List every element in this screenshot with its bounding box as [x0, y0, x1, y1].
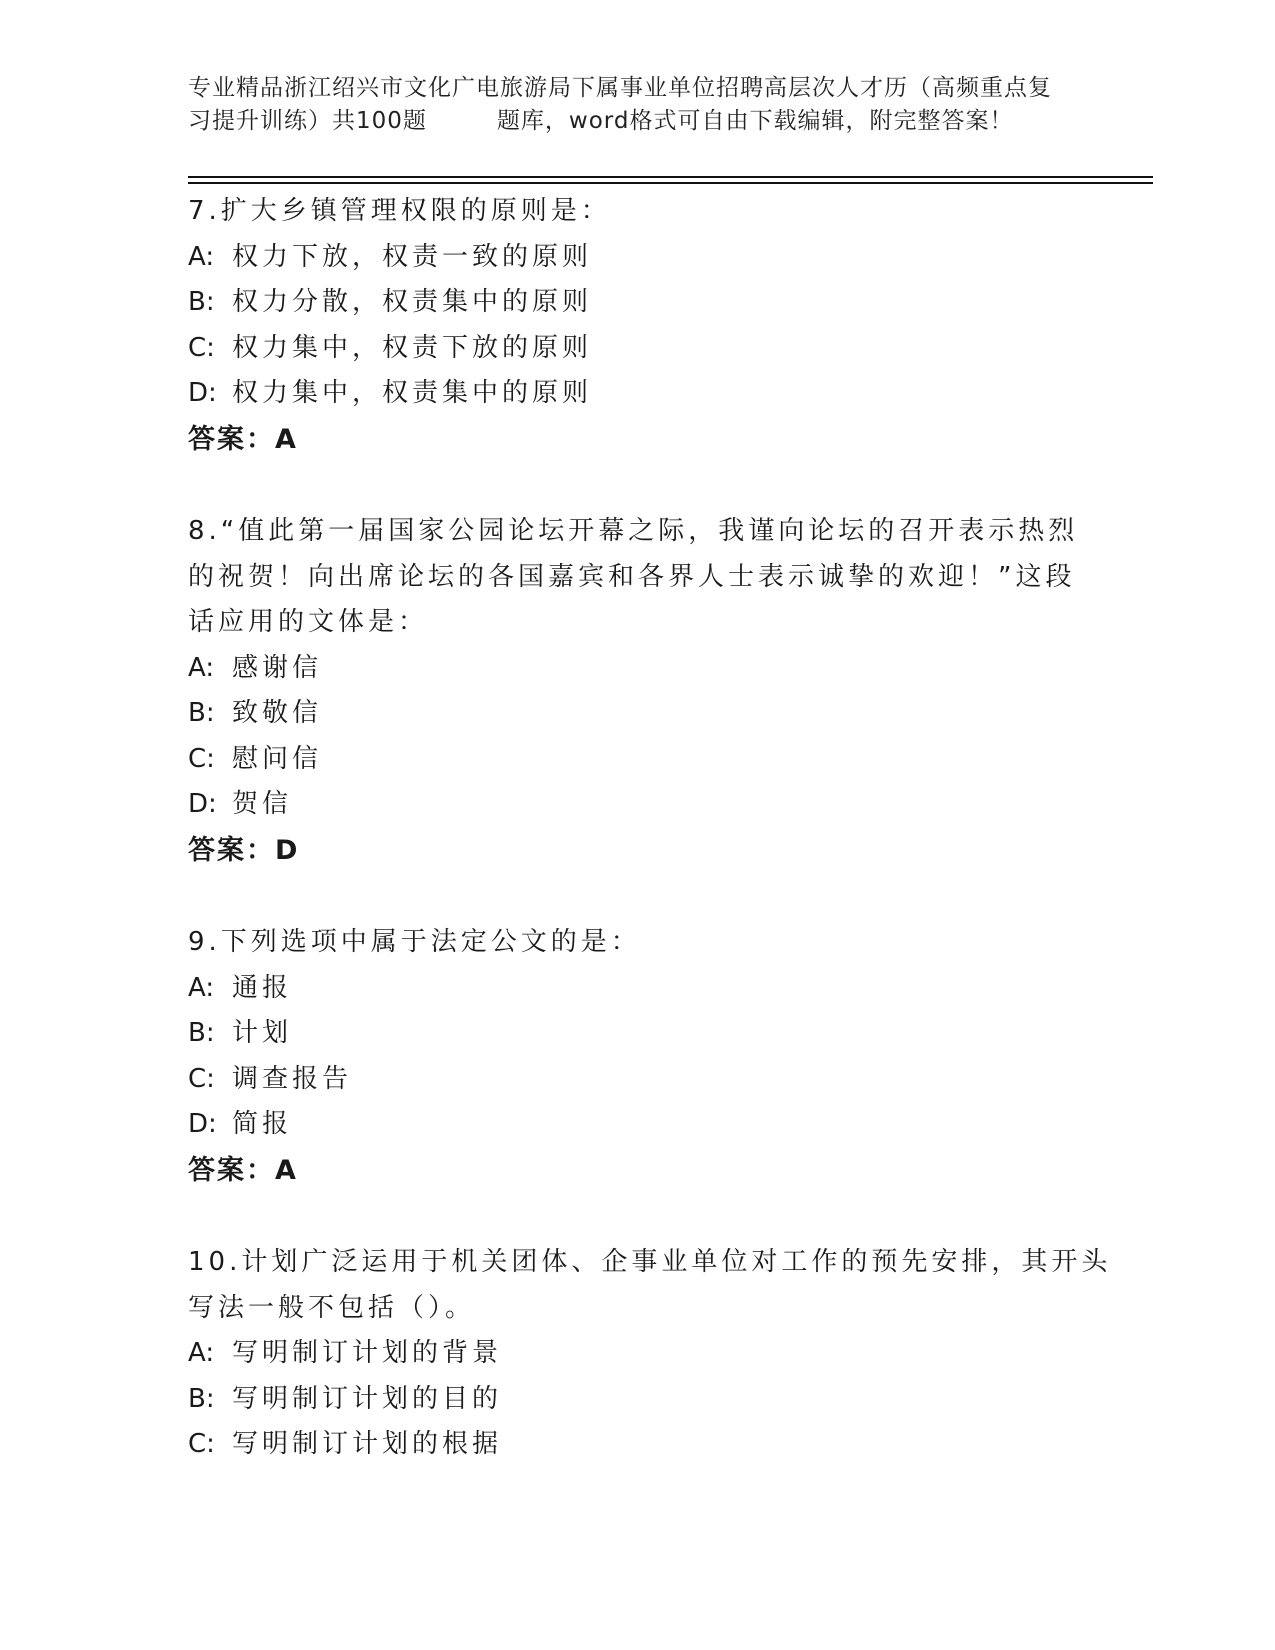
- option-a: [188, 1331, 1088, 1377]
- question-10: [188, 1240, 1112, 1468]
- option-c: [188, 1057, 1088, 1103]
- option-letter: C:: [188, 332, 215, 363]
- option-a: [188, 966, 1088, 1012]
- option-letter: A:: [188, 972, 215, 1003]
- header-line-2-part-b: 题库，word格式可自由下载编辑，附完整答案！: [496, 108, 1014, 134]
- option-letter: A:: [188, 652, 215, 683]
- question-list: [188, 189, 1112, 1468]
- header-divider-bottom: [188, 182, 1153, 184]
- option-letter: A:: [188, 241, 215, 272]
- option-b: [188, 1377, 1088, 1423]
- header-divider-top: [188, 176, 1153, 178]
- option-d: [188, 1102, 1088, 1148]
- option-text: 简报: [232, 1109, 293, 1139]
- option-text: 感谢信: [232, 652, 323, 683]
- option-letter: C:: [188, 1063, 215, 1094]
- answer-label: 答案：A: [188, 423, 298, 455]
- question-stem: 7.扩大乡镇管理权限的原则是：: [188, 196, 611, 226]
- answer-label: 答案：A: [188, 1154, 298, 1186]
- question-9: [188, 920, 1088, 1193]
- option-letter: B:: [188, 287, 215, 317]
- option-d: [188, 782, 1088, 828]
- question-stem-line-1: 8.“值此第一届国家公园论坛开幕之际，我谨向论坛的召开表示热烈: [188, 516, 1079, 546]
- option-text: 写明制订计划的背景: [232, 1338, 503, 1368]
- option-d: [188, 371, 1088, 417]
- option-a: [188, 235, 1088, 281]
- header-line-1: 专业精品浙江绍兴市文化广电旅游局下属事业单位招聘高层次人才历（高频重点复: [188, 75, 1052, 101]
- option-text: 权力集中，权责下放的原则: [232, 332, 593, 363]
- option-b: [188, 691, 1088, 737]
- option-text: 致敬信: [232, 698, 323, 728]
- question-stem-line-3: 话应用的文体是：: [188, 607, 429, 637]
- option-letter: C:: [188, 743, 215, 774]
- option-text: 计划: [232, 1018, 293, 1048]
- option-letter: D:: [188, 789, 217, 819]
- option-text: 权力下放，权责一致的原则: [232, 241, 593, 272]
- option-letter: B:: [188, 698, 215, 728]
- option-a: [188, 646, 1088, 692]
- option-text: 权力集中，权责集中的原则: [232, 378, 593, 408]
- option-letter: A:: [188, 1338, 215, 1368]
- option-b: [188, 1011, 1088, 1057]
- question-stem-line-2: 的祝贺！向出席论坛的各国嘉宾和各界人士表示诚挚的欢迎！”这段: [188, 561, 1076, 592]
- header-line-2: [188, 105, 1108, 138]
- option-b: [188, 280, 1088, 326]
- option-text: 写明制订计划的目的: [232, 1383, 503, 1414]
- answer-label: 答案：D: [188, 834, 300, 866]
- header-line-2-part-a: 习提升训练）共100题: [188, 108, 427, 134]
- option-c: [188, 737, 1088, 783]
- question-7: [188, 189, 1088, 462]
- option-letter: D:: [188, 1109, 217, 1139]
- option-text: 写明制订计划的根据: [232, 1429, 503, 1459]
- option-letter: C:: [188, 1429, 215, 1459]
- option-c: [188, 326, 1088, 372]
- option-text: 慰问信: [232, 743, 323, 774]
- option-c: [188, 1422, 1088, 1468]
- question-stem-line-2: 写法一般不包括（）。: [188, 1292, 476, 1323]
- question-8: [188, 509, 1088, 873]
- option-text: 贺信: [232, 789, 293, 819]
- option-text: 通报: [232, 972, 293, 1003]
- option-letter: B:: [188, 1383, 215, 1414]
- question-stem-line-1: 10.计划广泛运用于机关团体、企事业单位对工作的预先安排，其开头: [188, 1247, 1112, 1277]
- document-header: [188, 72, 1108, 138]
- option-letter: D:: [188, 378, 217, 408]
- option-text: 权力分散，权责集中的原则: [232, 287, 593, 317]
- option-text: 调查报告: [232, 1063, 353, 1094]
- option-letter: B:: [188, 1018, 215, 1048]
- question-stem: 9.下列选项中属于法定公文的是：: [188, 927, 641, 957]
